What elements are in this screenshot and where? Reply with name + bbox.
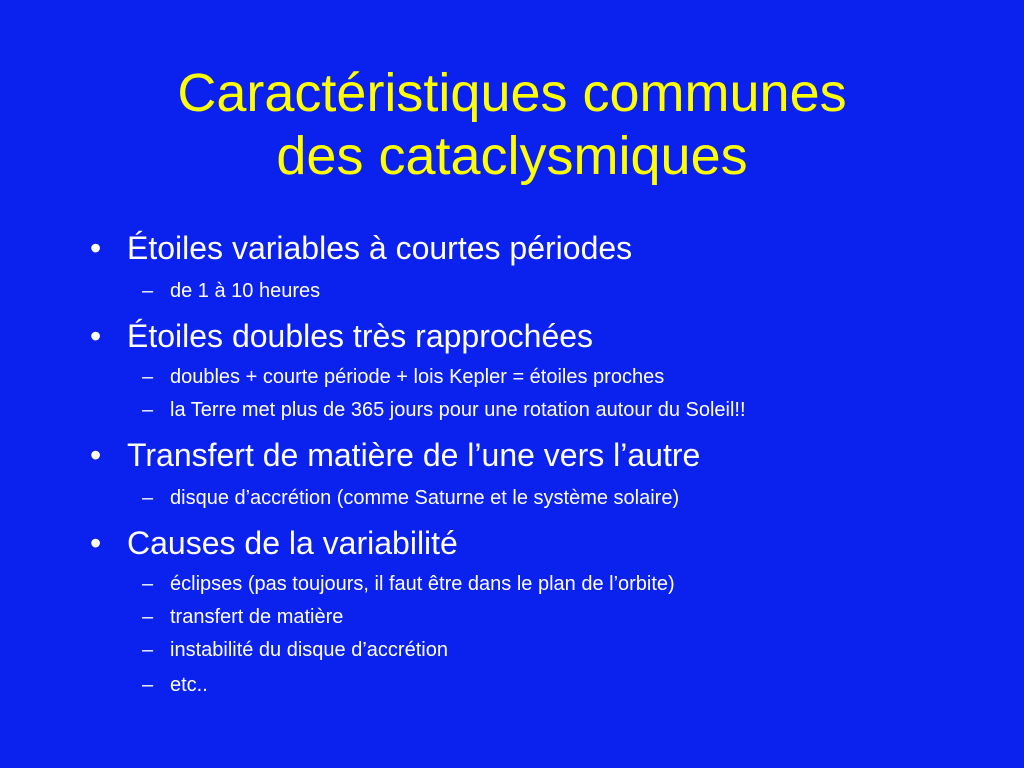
bullet-marker: •: [90, 437, 102, 473]
sub-bullet-text: doubles + courte période + lois Kepler = étoiles proches: [170, 366, 665, 388]
bullet-text: Transfert de matière de l’une vers l’autre: [127, 437, 701, 473]
dash-marker: –: [142, 606, 154, 628]
dash-marker: –: [142, 573, 154, 595]
sub-bullet-text: disque d’accrétion (comme Saturne et le système solaire): [170, 487, 680, 509]
dash-marker: –: [142, 280, 154, 302]
sub-bullet-text: éclipses (pas toujours, il faut être dans le plan de l’orbite): [170, 573, 675, 595]
title-line-1: Caractéristiques communes: [177, 63, 847, 123]
sub-bullet-text: transfert de matière: [170, 606, 344, 628]
sub-bullet-text: etc..: [170, 674, 208, 696]
sub-bullet-text: instabilité du disque d’accrétion: [170, 639, 448, 661]
bullet-text: Étoiles variables à courtes périodes: [127, 230, 633, 266]
bullet-marker: •: [90, 525, 102, 561]
bullet-text: Causes de la variabilité: [127, 525, 458, 561]
slide-title: [60, 62, 964, 188]
dash-marker: –: [142, 639, 154, 661]
bullet-marker: •: [90, 230, 102, 266]
sub-bullet-text: la Terre met plus de 365 jours pour une rotation autour du Soleil!!: [170, 399, 746, 421]
sub-bullet-text: de 1 à 10 heures: [170, 280, 321, 302]
dash-marker: –: [142, 674, 154, 696]
bullet-marker: •: [90, 318, 102, 354]
bullet-text: Étoiles doubles très rapprochées: [127, 318, 594, 354]
dash-marker: –: [142, 487, 154, 509]
title-line-2: des cataclysmiques: [276, 126, 748, 186]
dash-marker: –: [142, 399, 154, 421]
dash-marker: –: [142, 366, 154, 388]
